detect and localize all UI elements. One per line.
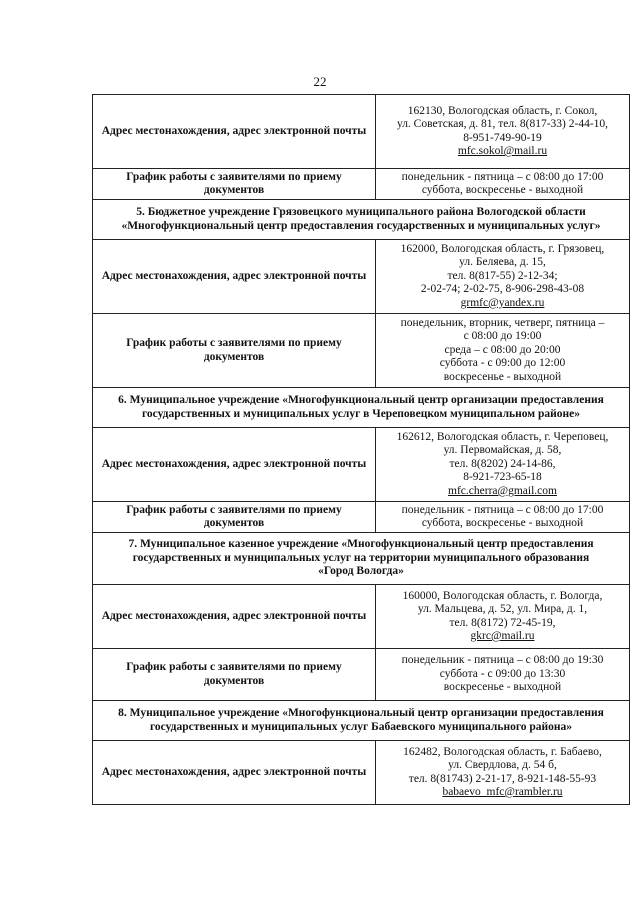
section-heading [93, 200, 630, 240]
email-link[interactable]: gkrc@mail.ru [470, 630, 535, 642]
address-line: 8-921-723-65-18 [463, 471, 542, 484]
address-value [376, 428, 630, 502]
heading-line: 7. Муниципальное казенное учреждение «Многофункциональный центр предоставления [128, 538, 594, 551]
heading-line: «Город Вологда» [318, 565, 404, 578]
email-link[interactable]: babaevo_mfc@rambler.ru [442, 786, 563, 798]
address-label: Адрес местонахождения, адрес электронной почты [93, 95, 376, 169]
mfc-table [92, 94, 630, 805]
heading-line: 6. Муниципальное учреждение «Многофункциональный центр организации предоставления [118, 394, 604, 406]
address-line: ул. Свердлова, д. 54 б, [448, 759, 557, 771]
address-value [376, 240, 630, 314]
address-label: Адрес местонахождения, адрес электронной почты [93, 585, 376, 649]
schedule-row [93, 169, 630, 200]
schedule-label: График работы с заявителями по приему документов [93, 649, 376, 701]
address-line: тел. 8(81743) 2-21-17, 8-921-148-55-93 [408, 772, 597, 785]
address-line: тел. 8(817-55) 2-12-34; [447, 269, 558, 282]
schedule-label: График работы с заявителями по приему документов [93, 314, 376, 388]
address-line: ул. Советская, д. 81, тел. 8(817-33) 2-44-10, [396, 118, 609, 130]
address-value [376, 585, 630, 649]
schedule-value [376, 649, 630, 701]
address-line: 162130, Вологодская область, г. Сокол, [407, 104, 598, 117]
schedule-line: среда – с 08:00 до 20:00 [444, 343, 561, 356]
schedule-label: График работы с заявителями по приему документов [93, 169, 376, 200]
address-row [93, 95, 630, 169]
schedule-line: воскресенье - выходной [443, 681, 562, 694]
schedule-line: суббота, воскресенье - выходной [421, 517, 584, 529]
email-link[interactable]: mfc.sokol@mail.ru [457, 145, 548, 157]
schedule-line: суббота - с 09:00 до 12:00 [439, 357, 566, 370]
section-heading-row [93, 701, 630, 741]
heading-line: «Многофункциональный центр предоставления государственных и муниципальных услуг» [121, 219, 601, 232]
address-line: 162482, Вологодская область, г. Бабаево, [403, 745, 602, 758]
schedule-value [376, 169, 630, 200]
page-number: 22 [313, 74, 327, 89]
address-label: Адрес местонахождения, адрес электронной почты [93, 240, 376, 314]
address-row [93, 585, 630, 649]
schedule-value [376, 314, 630, 388]
email-link[interactable]: grmfc@yandex.ru [460, 296, 545, 309]
section-heading [93, 533, 630, 585]
section-heading-row [93, 200, 630, 240]
heading-line: государственных и муниципальных услуг на территории муниципального образования [132, 551, 590, 564]
address-line: тел. 8(8172) 72-45-19, [449, 616, 556, 629]
address-label: Адрес местонахождения, адрес электронной почты [93, 741, 376, 805]
section-heading-row [93, 388, 630, 428]
schedule-line: понедельник - пятница – с 08:00 до 19:30 [401, 654, 604, 667]
schedule-line: понедельник - пятница – с 08:00 до 17:00 [401, 170, 604, 183]
schedule-line: суббота - с 09:00 до 13:30 [439, 667, 566, 680]
address-line: 8-951-749-90-19 [463, 131, 542, 144]
address-line: 162000, Вологодская область, г. Грязовец, [400, 242, 605, 255]
address-row [93, 428, 630, 502]
heading-line: государственных и муниципальных услуг Бабаевского муниципального района» [149, 720, 573, 733]
section-heading [93, 388, 630, 428]
section-heading [93, 701, 630, 741]
address-line: ул. Мальцева, д. 52, ул. Мира, д. 1, [417, 603, 588, 615]
schedule-line: суббота, воскресенье - выходной [421, 184, 584, 196]
address-line: 162612, Вологодская область, г. Череповец, [396, 430, 609, 443]
heading-line: 8. Муниципальное учреждение «Многофункциональный центр организации предоставления [118, 707, 604, 719]
address-line: 160000, Вологодская область, г. Вологда, [402, 589, 603, 602]
schedule-line: воскресенье - выходной [443, 370, 562, 383]
schedule-row [93, 649, 630, 701]
address-label: Адрес местонахождения, адрес электронной почты [93, 428, 376, 502]
schedule-line: понедельник - пятница – с 08:00 до 17:00 [401, 503, 604, 516]
address-value [376, 95, 630, 169]
section-heading-row [93, 533, 630, 585]
schedule-line: понедельник, вторник, четверг, пятница – [400, 316, 605, 329]
schedule-label: График работы с заявителями по приему документов [93, 502, 376, 533]
mfc-table-body [93, 95, 630, 805]
schedule-value [376, 502, 630, 533]
address-line: 2-02-74; 2-02-75, 8-906-298-43-08 [420, 283, 585, 296]
heading-line: 5. Бюджетное учреждение Грязовецкого муниципального района Вологодской области [136, 206, 586, 218]
address-value [376, 741, 630, 805]
address-line: ул. Беляева, д. 15, [459, 256, 546, 269]
schedule-line: с 08:00 до 19:00 [463, 330, 542, 343]
address-row [93, 741, 630, 805]
address-line: ул. Первомайская, д. 58, [443, 444, 562, 457]
heading-line: государственных и муниципальных услуг в Череповецком муниципальном районе» [141, 407, 581, 420]
address-row [93, 240, 630, 314]
email-link[interactable]: mfc.cherra@gmail.com [448, 484, 557, 497]
schedule-row [93, 502, 630, 533]
address-line: тел. 8(8202) 24-14-86, [449, 457, 556, 470]
schedule-row [93, 314, 630, 388]
